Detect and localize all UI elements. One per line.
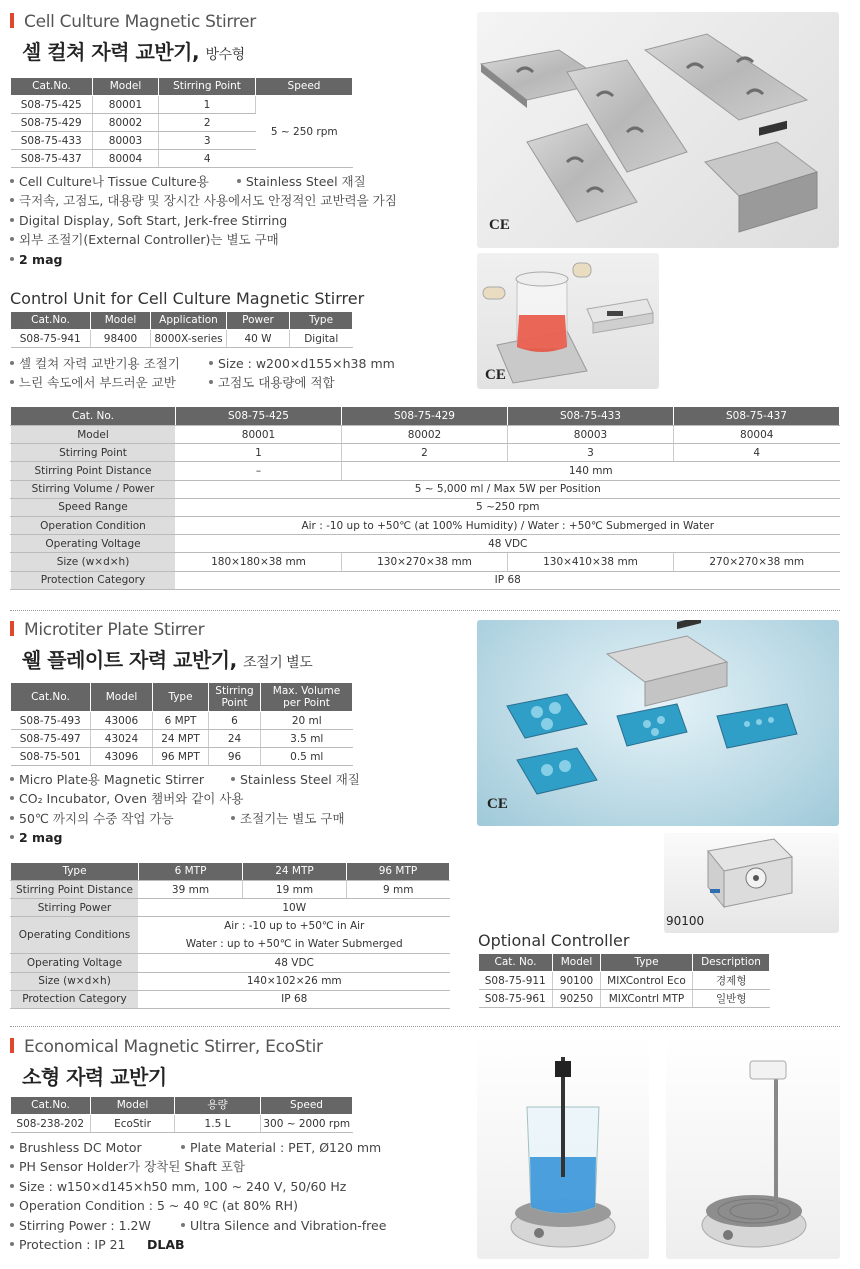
cell: 0.5 ml bbox=[261, 748, 353, 766]
feature-item: Size : w200×d155×h38 mm bbox=[218, 356, 395, 371]
cell: – bbox=[176, 462, 342, 480]
feature-item: Ultra Silence and Vibration-free bbox=[190, 1217, 387, 1233]
row-header: Stirring Volume / Power bbox=[11, 480, 176, 498]
title-accent-bar bbox=[10, 13, 14, 28]
col-header: Cat.No. bbox=[11, 683, 91, 712]
speed-cell: 5 ~ 250 rpm bbox=[256, 96, 353, 168]
table-row bbox=[11, 330, 353, 348]
col-header: Cat.No. bbox=[11, 1097, 91, 1115]
cell: 일반형 bbox=[693, 990, 770, 1008]
bullet-icon bbox=[10, 796, 14, 800]
row-header: Size (w×d×h) bbox=[11, 553, 176, 571]
cell: EcoStir bbox=[91, 1115, 175, 1133]
cell: 43096 bbox=[91, 748, 153, 766]
section-title-text: Cell Culture Magnetic Stirrer bbox=[24, 12, 256, 32]
cell bbox=[139, 917, 450, 954]
col-header: 용량 bbox=[175, 1097, 261, 1115]
spec-row-voltage bbox=[11, 954, 450, 972]
bullet-icon bbox=[10, 777, 14, 781]
feature-item: Protection : IP 21 bbox=[19, 1237, 126, 1253]
col-header: Stirring Point bbox=[209, 683, 261, 712]
condition-water: Water : up to +50℃ in Water Submerged bbox=[185, 938, 403, 951]
cell: 130×270×38 mm bbox=[342, 553, 508, 571]
feature-item: 셀 컬쳐 자력 교반기용 조절기 bbox=[19, 356, 180, 371]
spec-row-size bbox=[11, 972, 450, 990]
feature-item: 50℃ 까지의 수중 작업 가능 bbox=[19, 810, 174, 826]
section-subtitle-ecostir: 소형 자력 교반기 bbox=[22, 1065, 167, 1089]
cell: 180×180×38 mm bbox=[176, 553, 342, 571]
cell: S08-75-911 bbox=[479, 972, 553, 990]
col-header: Model bbox=[91, 312, 151, 330]
row-header: Protection Category bbox=[11, 990, 139, 1008]
cell: 80001 bbox=[93, 96, 159, 114]
cell: 10W bbox=[139, 899, 450, 917]
spec-row-protection bbox=[11, 571, 840, 589]
bullet-icon bbox=[10, 1203, 14, 1207]
stirrer-plates-image bbox=[477, 12, 839, 248]
cell: 80004 bbox=[93, 150, 159, 168]
cell: 48 VDC bbox=[139, 954, 450, 972]
brand-name: DLAB bbox=[147, 1237, 185, 1253]
cell: Air : -10 up to +50℃ (at 100% Humidity) / Water : +50℃ Submerged in Water bbox=[176, 516, 840, 534]
cell: 98400 bbox=[91, 330, 151, 348]
spec-row-condition bbox=[11, 516, 840, 534]
ecostir-table bbox=[10, 1096, 353, 1133]
col-header: Application bbox=[151, 312, 227, 330]
bullet-icon bbox=[10, 361, 14, 365]
col-header: Model bbox=[553, 954, 601, 972]
controller-model-label: 90100 bbox=[666, 914, 705, 928]
control-unit-table bbox=[10, 311, 353, 348]
cell: 39 mm bbox=[139, 881, 243, 899]
bullet-icon bbox=[237, 179, 241, 183]
section-title-ecostir bbox=[10, 1037, 323, 1057]
row-header: Size (w×d×h) bbox=[11, 972, 139, 990]
section-title-cell-culture bbox=[10, 12, 256, 32]
feature-item: 외부 조절기(External Controller)는 별도 구매 bbox=[19, 232, 279, 248]
bullet-icon bbox=[10, 179, 14, 183]
row-header: Speed Range bbox=[11, 498, 176, 516]
cell: 24 MPT bbox=[153, 730, 209, 748]
col-header: Type bbox=[290, 312, 353, 330]
row-header: Stirring Point Distance bbox=[11, 881, 139, 899]
feature-item: Size : w150×d145×h50 mm, 100 ~ 240 V, 50/60 Hz bbox=[19, 1178, 347, 1194]
cell: 80003 bbox=[508, 426, 674, 444]
feature-item: 고점도 대용량에 적합 bbox=[218, 375, 335, 391]
cell: 96 bbox=[209, 748, 261, 766]
table-row bbox=[479, 972, 770, 990]
section-title-text: Microtiter Plate Stirrer bbox=[24, 620, 205, 640]
cell: 5 ~250 rpm bbox=[176, 498, 840, 516]
cell: S08-75-961 bbox=[479, 990, 553, 1008]
ce-mark: CE bbox=[489, 217, 510, 233]
bullet-icon bbox=[209, 380, 213, 384]
col-header: Model bbox=[91, 683, 153, 712]
cell: MIXControl Eco bbox=[601, 972, 693, 990]
feature-item: 조절기는 별도 구매 bbox=[240, 810, 345, 826]
feature-item: Stainless Steel 재질 bbox=[240, 772, 360, 787]
col-header: Cat.No. bbox=[11, 312, 91, 330]
table-row bbox=[11, 96, 353, 114]
title-accent-bar bbox=[10, 1038, 14, 1053]
cell: 130×410×38 mm bbox=[508, 553, 674, 571]
cell: 80004 bbox=[674, 426, 840, 444]
microtiter-feature-list bbox=[10, 770, 360, 848]
row-header: Operation Condition bbox=[11, 516, 176, 534]
cell-culture-spec-table bbox=[10, 406, 840, 590]
feature-item: CO₂ Incubator, Oven 챔버와 같이 사용 bbox=[19, 791, 244, 807]
control-unit-photo bbox=[477, 253, 659, 389]
feature-item: 2 mag bbox=[19, 830, 63, 846]
row-header: Operating Conditions bbox=[11, 917, 139, 954]
col-header: Power bbox=[227, 312, 290, 330]
feature-item: Operation Condition : 5 ~ 40 ºC (at 80% RH) bbox=[19, 1198, 298, 1214]
subtitle-note: 조절기 별도 bbox=[243, 655, 313, 671]
ecostir-feature-list bbox=[10, 1138, 386, 1254]
feature-item: Digital Display, Soft Start, Jerk-free Stirring bbox=[19, 212, 288, 228]
bullet-icon bbox=[10, 198, 14, 202]
section-divider bbox=[10, 610, 840, 611]
cell: Digital bbox=[290, 330, 353, 348]
optional-controller-photo bbox=[664, 833, 839, 933]
cell: 1.5 L bbox=[175, 1115, 261, 1133]
bullet-icon bbox=[10, 1164, 14, 1168]
col-header: Cat. No. bbox=[11, 407, 176, 426]
cell: 96 MPT bbox=[153, 748, 209, 766]
col-header: Speed bbox=[261, 1097, 353, 1115]
col-header: 6 MTP bbox=[139, 863, 243, 881]
feature-item: 2 mag bbox=[19, 251, 63, 267]
feature-item: 느린 속도에서 부드러운 교반 bbox=[19, 375, 176, 391]
col-header: Cat.No. bbox=[11, 78, 93, 96]
bullet-icon bbox=[10, 816, 14, 820]
bullet-icon bbox=[10, 237, 14, 241]
subtitle-main: 웰 플레이트 자력 교반기, bbox=[22, 648, 237, 672]
feature-list bbox=[10, 172, 397, 269]
cell: MIXContrl MTP bbox=[601, 990, 693, 1008]
bullet-icon bbox=[10, 257, 14, 261]
feature-item: Plate Material : PET, Ø120 mm bbox=[190, 1140, 382, 1155]
feature-item: Micro Plate용 Magnetic Stirrer bbox=[19, 772, 205, 787]
cell-culture-table bbox=[10, 77, 353, 168]
optional-controller-table bbox=[478, 953, 770, 1008]
col-header: 96 MTP bbox=[347, 863, 450, 881]
spec-row-voltage bbox=[11, 535, 840, 553]
cell: S08-75-437 bbox=[11, 150, 93, 168]
spec-row-volume bbox=[11, 480, 840, 498]
col-header: Stirring Point bbox=[159, 78, 256, 96]
row-header: Model bbox=[11, 426, 176, 444]
condition-air: Air : -10 up to +50℃ in Air bbox=[224, 920, 365, 933]
col-header: S08-75-437 bbox=[674, 407, 840, 426]
subtitle-note: 방수형 bbox=[205, 47, 245, 63]
cell: 9 mm bbox=[347, 881, 450, 899]
ecostir-beaker-photo bbox=[477, 1037, 649, 1259]
spec-row-stirring-point bbox=[11, 444, 840, 462]
feature-item: Brushless DC Motor bbox=[19, 1140, 142, 1155]
col-header: Speed bbox=[256, 78, 353, 96]
section-title-text: Economical Magnetic Stirrer, EcoStir bbox=[24, 1037, 323, 1057]
cell: IP 68 bbox=[176, 571, 840, 589]
cell: S08-75-425 bbox=[11, 96, 93, 114]
table-row bbox=[11, 712, 353, 730]
bullet-icon bbox=[10, 218, 14, 222]
bullet-icon bbox=[10, 1223, 14, 1227]
cell: 3.5 ml bbox=[261, 730, 353, 748]
cell: S08-75-501 bbox=[11, 748, 91, 766]
cell: 24 bbox=[209, 730, 261, 748]
cell: S08-238-202 bbox=[11, 1115, 91, 1133]
bullet-icon bbox=[181, 1223, 185, 1227]
cell: 3 bbox=[159, 132, 256, 150]
ce-mark: CE bbox=[487, 796, 508, 812]
cell: 90100 bbox=[553, 972, 601, 990]
cell: 4 bbox=[674, 444, 840, 462]
cell: 270×270×38 mm bbox=[674, 553, 840, 571]
col-header: Type bbox=[153, 683, 209, 712]
feature-item: Stirring Power : 1.2W bbox=[19, 1217, 151, 1233]
control-unit-title: Control Unit for Cell Culture Magnetic Stirrer bbox=[10, 289, 365, 308]
section-divider bbox=[10, 1026, 840, 1027]
cell: 19 mm bbox=[243, 881, 347, 899]
spec-row-distance bbox=[11, 462, 840, 480]
cell: 2 bbox=[159, 114, 256, 132]
cell: 4 bbox=[159, 150, 256, 168]
section-subtitle-microtiter bbox=[22, 644, 312, 673]
table-row bbox=[479, 990, 770, 1008]
section-title-microtiter bbox=[10, 620, 204, 640]
col-header: S08-75-433 bbox=[508, 407, 674, 426]
cell: S08-75-493 bbox=[11, 712, 91, 730]
row-header: Protection Category bbox=[11, 571, 176, 589]
bullet-icon bbox=[231, 816, 235, 820]
spec-row-speed bbox=[11, 498, 840, 516]
row-header: Stirring Point bbox=[11, 444, 176, 462]
control-unit-feature-list bbox=[10, 354, 395, 393]
table-row bbox=[11, 1115, 353, 1133]
cell: 40 W bbox=[227, 330, 290, 348]
cell: 80003 bbox=[93, 132, 159, 150]
bullet-icon bbox=[209, 361, 213, 365]
col-header: Description bbox=[693, 954, 770, 972]
cell: S08-75-429 bbox=[11, 114, 93, 132]
ecostir-with-beaker-image bbox=[477, 1037, 649, 1259]
spec-row-model bbox=[11, 426, 840, 444]
cell: 5 ~ 5,000 ml / Max 5W per Position bbox=[176, 480, 840, 498]
table-row bbox=[11, 730, 353, 748]
bullet-icon bbox=[231, 777, 235, 781]
cell: 3 bbox=[508, 444, 674, 462]
cell: 90250 bbox=[553, 990, 601, 1008]
spec-row-distance bbox=[11, 881, 450, 899]
cell: 20 ml bbox=[261, 712, 353, 730]
section-subtitle-cell-culture bbox=[22, 36, 245, 65]
cell: S08-75-433 bbox=[11, 132, 93, 150]
col-header: S08-75-429 bbox=[342, 407, 508, 426]
cell: 80002 bbox=[93, 114, 159, 132]
ecostir-photo bbox=[666, 1037, 840, 1259]
cell: 48 VDC bbox=[176, 535, 840, 553]
cell: 140 mm bbox=[342, 462, 840, 480]
col-header: Model bbox=[91, 1097, 175, 1115]
col-header: Cat. No. bbox=[479, 954, 553, 972]
cell: 80002 bbox=[342, 426, 508, 444]
subtitle-main: 셀 컬쳐 자력 교반기, bbox=[22, 40, 200, 64]
row-header: Operating Voltage bbox=[11, 535, 176, 553]
bullet-icon bbox=[10, 1184, 14, 1188]
bullet-icon bbox=[10, 1242, 14, 1246]
cell: 2 bbox=[342, 444, 508, 462]
col-header: Model bbox=[93, 78, 159, 96]
cell: 6 bbox=[209, 712, 261, 730]
title-accent-bar bbox=[10, 621, 14, 636]
cell: 300 ~ 2000 rpm bbox=[261, 1115, 353, 1133]
cell: S08-75-941 bbox=[11, 330, 91, 348]
col-header: Type bbox=[11, 863, 139, 881]
spec-row-conditions bbox=[11, 917, 450, 954]
cell: IP 68 bbox=[139, 990, 450, 1008]
cell: S08-75-497 bbox=[11, 730, 91, 748]
col-header: Max. Volume per Point bbox=[261, 683, 353, 712]
bullet-icon bbox=[10, 835, 14, 839]
ecostir-image bbox=[666, 1037, 840, 1259]
spec-row-size bbox=[11, 553, 840, 571]
cell: 43024 bbox=[91, 730, 153, 748]
row-header: Operating Voltage bbox=[11, 954, 139, 972]
cell: 80001 bbox=[176, 426, 342, 444]
spec-row-power bbox=[11, 899, 450, 917]
col-header: 24 MTP bbox=[243, 863, 347, 881]
bullet-icon bbox=[181, 1145, 185, 1149]
row-header: Stirring Power bbox=[11, 899, 139, 917]
cell: 8000X-series bbox=[151, 330, 227, 348]
table-row bbox=[11, 748, 353, 766]
cell: 43006 bbox=[91, 712, 153, 730]
microtiter-stirrers-photo bbox=[477, 620, 839, 826]
feature-item: PH Sensor Holder가 장착된 Shaft 포함 bbox=[19, 1159, 245, 1175]
cell: 1 bbox=[176, 444, 342, 462]
microtiter-table bbox=[10, 682, 353, 766]
spec-row-protection bbox=[11, 990, 450, 1008]
feature-item: Stainless Steel 재질 bbox=[245, 174, 366, 189]
cell: 140×102×26 mm bbox=[139, 972, 450, 990]
optional-controller-title: Optional Controller bbox=[478, 931, 630, 950]
cell: 6 MPT bbox=[153, 712, 209, 730]
microtiter-spec-table bbox=[10, 862, 450, 1009]
col-header: S08-75-425 bbox=[176, 407, 342, 426]
feature-item: 극저속, 고점도, 대용량 및 장시간 사용에서도 안정적인 교반력을 가짐 bbox=[19, 193, 397, 209]
bullet-icon bbox=[10, 380, 14, 384]
cell: 1 bbox=[159, 96, 256, 114]
cell-culture-stirrers-photo bbox=[477, 12, 839, 248]
ce-mark: CE bbox=[485, 367, 506, 383]
col-header: Type bbox=[601, 954, 693, 972]
row-header: Stirring Point Distance bbox=[11, 462, 176, 480]
bullet-icon bbox=[10, 1145, 14, 1149]
feature-item: Cell Culture나 Tissue Culture용 bbox=[19, 174, 209, 189]
cell: 경제형 bbox=[693, 972, 770, 990]
microtiter-plates-image bbox=[477, 620, 839, 826]
